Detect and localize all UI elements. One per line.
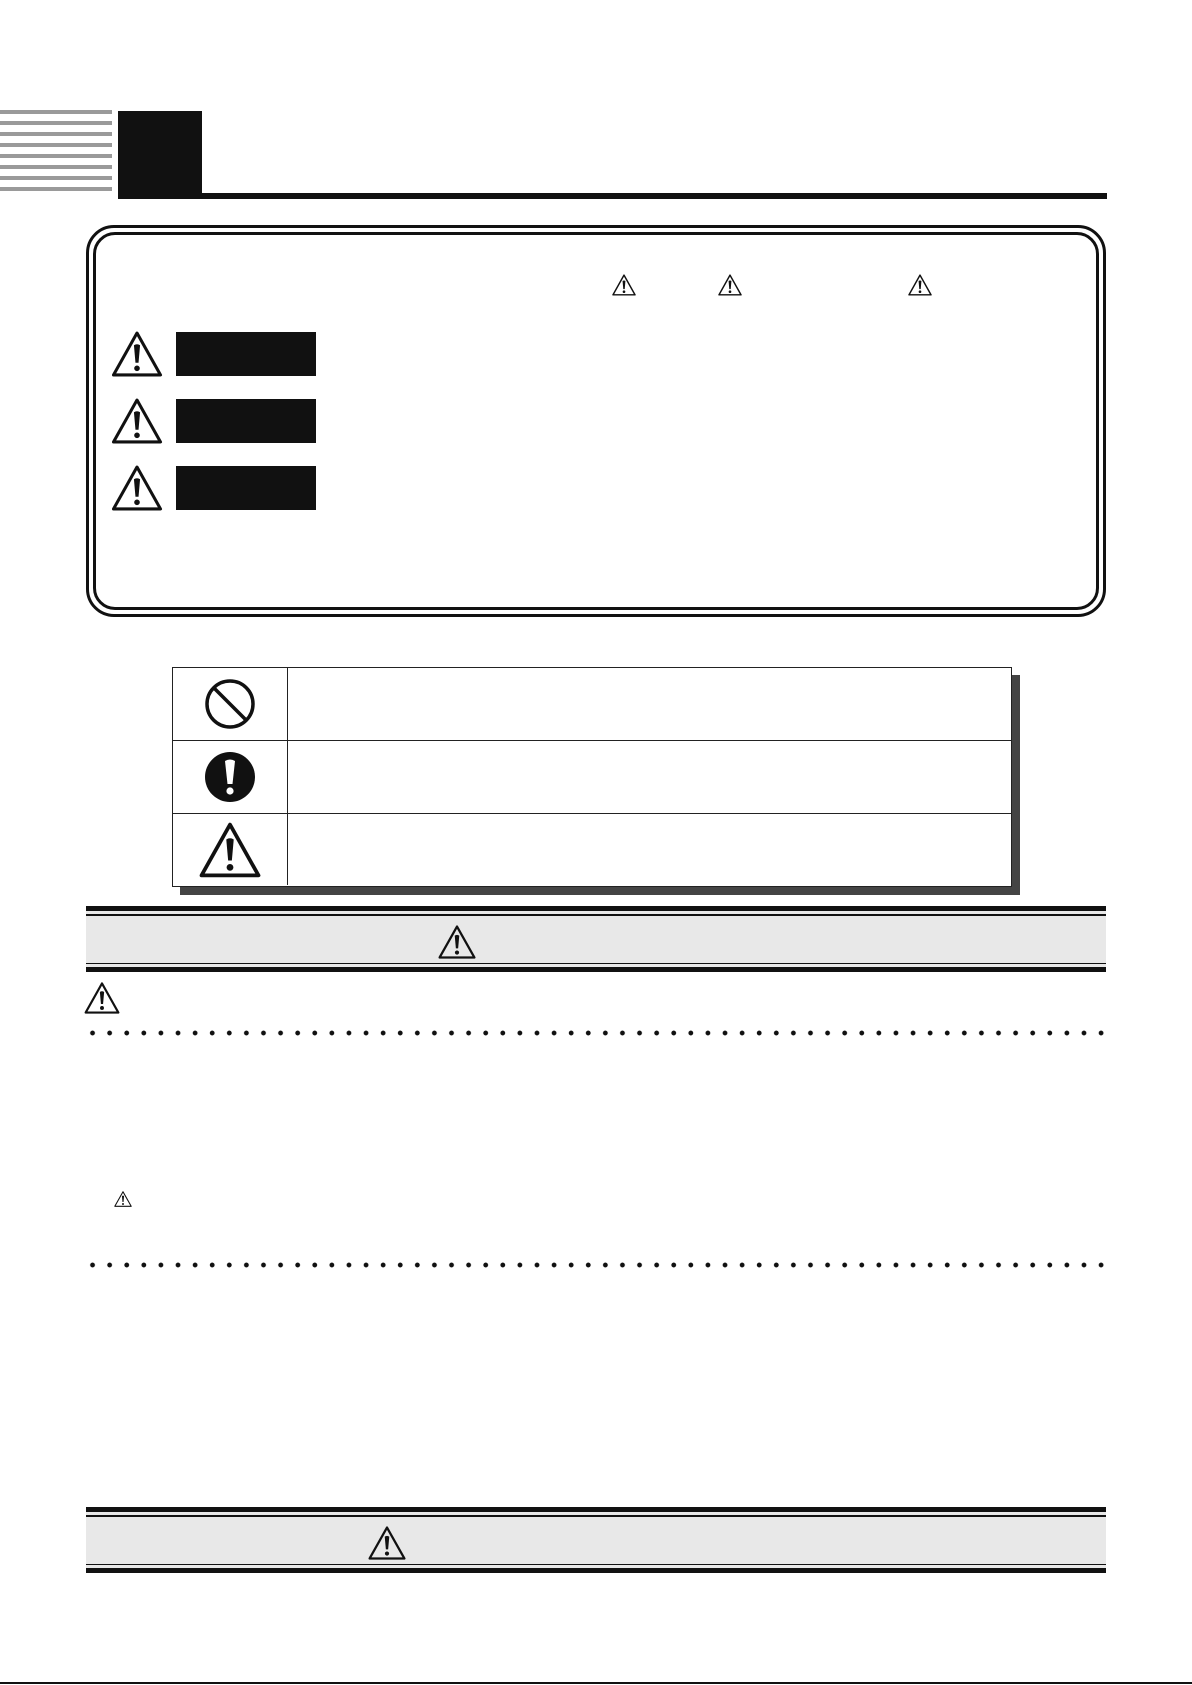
header-stripes — [0, 110, 112, 198]
symbol-row-mandatory — [173, 741, 1011, 814]
symbol-description — [303, 814, 1001, 885]
symbol-row-caution — [173, 814, 1011, 885]
section-number — [118, 111, 202, 195]
section-number-block — [118, 111, 202, 195]
signal-footer-text — [120, 540, 1070, 570]
signal-label-2 — [176, 399, 316, 443]
dotted-divider — [84, 1030, 1110, 1036]
section-1-subheading — [128, 986, 1078, 1012]
signal-intro-text — [120, 270, 620, 296]
warning-triangle-icon — [368, 1526, 406, 1560]
page-bottom-rule — [0, 1682, 1192, 1684]
prohibited-icon — [203, 677, 257, 731]
section-1-title — [486, 925, 1086, 957]
section-1-body — [110, 1050, 1100, 1170]
warning-triangle-icon — [718, 274, 742, 296]
header-rule — [118, 193, 1107, 199]
warning-triangle-icon — [438, 925, 476, 959]
warning-triangle-icon — [111, 331, 163, 377]
symbol-table — [172, 667, 1012, 887]
section-2-title — [416, 1526, 1066, 1558]
warning-triangle-icon — [84, 982, 120, 1014]
section-2-banner — [86, 1507, 1106, 1573]
warning-triangle-icon — [114, 1191, 132, 1207]
mandatory-exclamation-icon — [203, 750, 257, 804]
signal-label-3 — [176, 466, 316, 510]
section-1-banner — [86, 906, 1106, 972]
symbol-description — [303, 668, 1001, 740]
warning-triangle-icon — [111, 398, 163, 444]
dotted-divider — [84, 1262, 1110, 1268]
signal-description-1 — [330, 340, 1080, 370]
symbol-description — [303, 741, 1001, 813]
signal-description-3 — [330, 474, 1080, 504]
signal-description-2 — [330, 407, 1080, 437]
symbol-row-prohibited — [173, 668, 1011, 741]
warning-triangle-icon — [111, 465, 163, 511]
warning-triangle-icon — [612, 274, 636, 296]
signal-label-1 — [176, 332, 316, 376]
warning-triangle-icon — [908, 274, 932, 296]
section-1-note — [140, 1188, 1090, 1212]
section-1-body-2 — [110, 1285, 1100, 1475]
page-title — [220, 140, 1100, 184]
caution-triangle-icon — [199, 822, 261, 878]
